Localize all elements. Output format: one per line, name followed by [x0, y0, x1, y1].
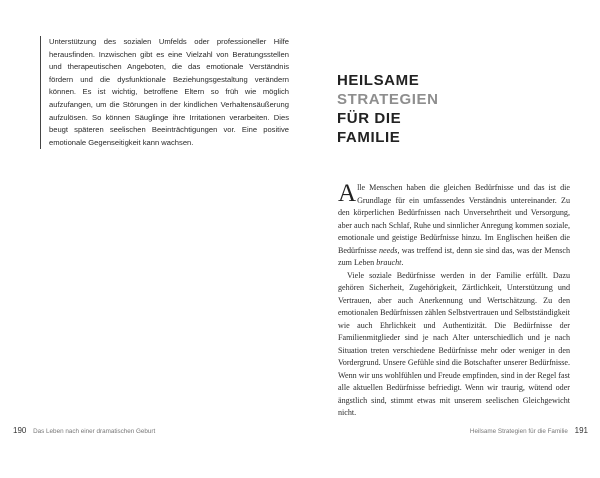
body-paragraph-1 — [338, 182, 570, 270]
body-text — [338, 182, 570, 420]
right-page-number: 191 — [574, 426, 588, 435]
heading-line-1: HEILSAME — [337, 72, 420, 89]
body-paragraph-2: Viele soziale Bedürfnisse werden in der Familie erfüllt. Dazu gehören Sicherheit, Zugehörigkeit, Zärtlichkeit, Unterstützung und Vertrauen, aber auch Anerkennung und Wertschätzung. Zu den emotionalen Bedürfnissen zählen Selbstvertrauen und Selbstständigkeit wie auch Ehrlichkeit und Authentizität. Die Bedürfnisse der Familienmitglieder sind je nach Alter unterschiedlich und je nach Situation treten verschiedene Bedürfnisse mehr oder weniger in den Vordergrund. Unsere Gefühle sind die Botschafter unserer Bedürfnisse. Wenn wir uns wohlfühlen und Freude empfinden, sind in der Regel fast alle aktuellen Bedürfnisse befriedigt. Wenn wir traurig, wütend oder ängstlich sind, stimmt etwas mit unserem seelischen Gleichgewicht nicht. — [338, 270, 570, 417]
left-paragraph-text: Unterstützung des sozialen Umfelds oder professioneller Hilfe herausfinden. Inzwischen gibt es eine Vielzahl von Beratungsstellen und therapeutischen Angeboten, die das emotionale Verständnis fördern und die dysfunktionale Beziehungsgestaltung verändern können. Es ist wichtig, betroffene Eltern so früh wie möglich aufzufangen, um die Störungen in der kindlichen Verhaltensäußerung aufzulösen. So können Säuglinge ihre Irritationen verarbeiten. Dies beugt späteren seelischen Beeinträchtigungen vor. Eine positive emotionale Gegenseitigkeit kann wachsen. — [49, 37, 289, 147]
paragraph-1-part-3: . — [401, 258, 404, 267]
right-running-title: Heilsame Strategien für die Familie — [469, 428, 568, 435]
heading-line-4: FAMILIE — [337, 129, 401, 146]
heading-line-2: STRATEGIEN — [337, 91, 439, 108]
left-running-title: Das Leben nach einer dramatischen Geburt — [33, 428, 156, 435]
heading-line-3: FÜR DIE — [337, 110, 402, 127]
drop-cap: A — [338, 180, 357, 207]
italic-needs: needs — [379, 245, 398, 255]
italic-braucht: braucht — [376, 258, 402, 267]
right-page-footer — [470, 426, 588, 435]
left-page-number: 190 — [13, 426, 27, 435]
chapter-heading — [337, 71, 439, 147]
left-page-boxed-paragraph — [40, 36, 289, 149]
paragraph-1-part-1: lle Menschen haben die gleichen Bedürfnisse und das ist die Grundlage für ein umfassendes Verständnis untereinander. Zu den körperlichen Bedürfnissen nach Unversehrtheit und Versorgung, aber auch nach Schlaf, Ruhe und sinnlicher Anregung kommen soziale, emotionale und geistige Bedürfnisse hinzu. Im Englischen heißen die Bedürfnisse — [338, 183, 570, 255]
paragraph-1-part-2: , was treffend ist, denn sie sind das, was der Mensch zum Leben — [338, 245, 571, 267]
right-page — [300, 0, 600, 478]
left-page-footer — [13, 426, 155, 435]
